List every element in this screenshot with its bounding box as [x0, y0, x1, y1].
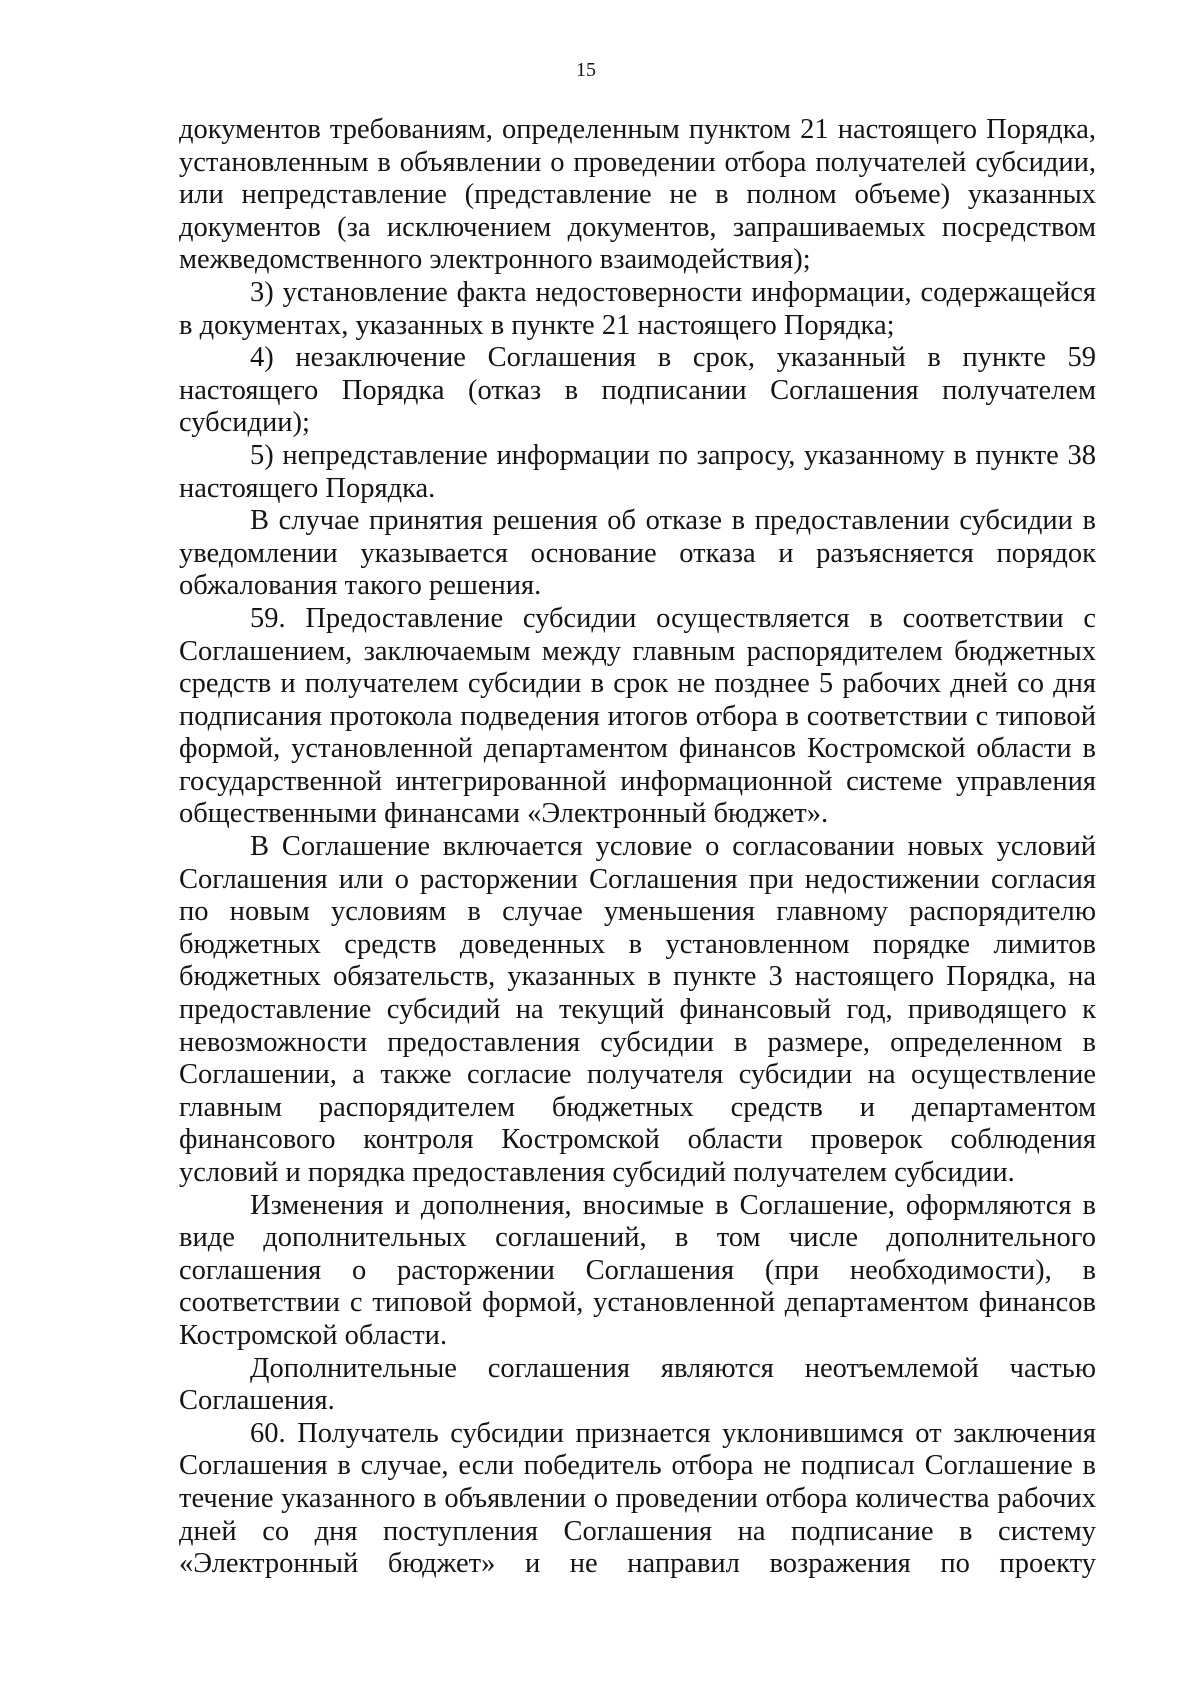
paragraph-refusal-notice: В случае принятия решения об отказе в предоставлении субсидии в уведомлении указывается основание отказа и разъясняется порядок обжалования такого решения. [179, 505, 1096, 602]
paragraph-additional-agreements: Дополнительные соглашения являются неотъемлемой частью Соглашения. [179, 1352, 1096, 1417]
paragraph-amendments: Изменения и дополнения, вносимые в Соглашение, оформляются в виде дополнительных соглашений, в том числе дополнительного соглашения о расторжении Соглашения (при необходимости), в соответствии с типовой формой, установленной департаментом финансов Костромской области. [179, 1189, 1096, 1351]
paragraph-60: 60. Получатель субсидии признается уклонившимся от заключения Соглашения в случае, если победитель отбора не подписал Соглашение в течение указанного в объявлении о проведении отбора количества рабочих дней со дня поступления Соглашения на подписание в систему «Электронный бюджет» и не направил возражения по проекту [179, 1417, 1096, 1580]
document-body [179, 114, 1096, 1581]
paragraph-item-4: 4) незаключение Соглашения в срок, указанный в пункте 59 настоящего Порядка (отказ в подписании Соглашения получателем субсидии); [179, 342, 1096, 439]
page-number: 15 [576, 59, 596, 81]
paragraph-59: 59. Предоставление субсидии осуществляется в соответствии с Соглашением, заключаемым между главным распорядителем бюджетных средств и получателем субсидии в срок не позднее 5 рабочих дней со дня подписания протокола подведения итогов отбора в соответствии с типовой формой, установленной департаментом финансов Костромской области в государственной интегрированной информационной системе управления общественными финансами «Электронный бюджет». [179, 602, 1096, 830]
paragraph-continuation: документов требованиям, определенным пунктом 21 настоящего Порядка, установленным в объявлении о проведении отбора получателей субсидии, или непредставление (представление не в полном объеме) указанных документов (за исключением документов, запрашиваемых посредством межведомственного электронного взаимодействия); [179, 114, 1096, 276]
paragraph-agreement-conditions: В Соглашение включается условие о согласовании новых условий Соглашения или о расторжении Соглашения при недостижении согласия по новым условиям в случае уменьшения главному распорядителю бюджетных средств доведенных в установленном порядке лимитов бюджетных обязательств, указанных в пункте 3 настоящего Порядка, на предоставление субсидий на текущий финансовый год, приводящего к невозможности предоставления субсидии в размере, определенном в Соглашении, а также согласие получателя субсидии на осуществление главным распорядителем бюджетных средств и департаментом финансового контроля Костромской области проверок соблюдения условий и порядка предоставления субсидий получателем субсидии. [179, 831, 1096, 1188]
paragraph-item-3: 3) установление факта недостоверности информации, содержащейся в документах, указанных в пункте 21 настоящего Порядка; [179, 276, 1096, 341]
paragraph-item-5: 5) непредставление информации по запросу, указанному в пункте 38 настоящего Порядка. [179, 439, 1096, 504]
